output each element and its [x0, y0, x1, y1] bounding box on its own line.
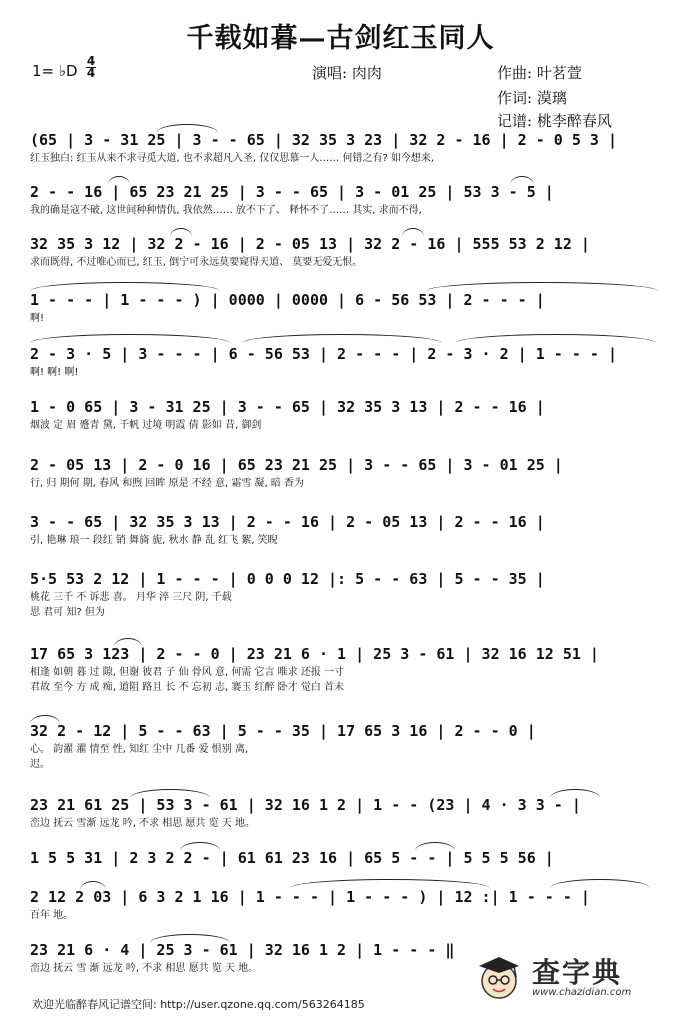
lyric-line-2: 思 君可 知? 但为 — [30, 607, 105, 618]
lyricist-credit: 作词: 漠璃 — [497, 89, 567, 107]
footer-credit: 欢迎光临醉春风记谱空间: http://user.qzone.qq.com/563264185 — [32, 998, 365, 1011]
time-numerator: 4 — [86, 54, 96, 68]
watermark-logo — [470, 947, 666, 1007]
notation-line: 17 65 3 123 | 2 - - 0 | 23 21 6 · 1 | 25 3 - 61 | 32 16 12 51 | — [30, 645, 599, 663]
lyric-line: 相逢 如朝 暮 过 隙, 但谢 彼君 子 仙 骨风 意, 何需 它言 唯求 还报 一寸 — [30, 667, 345, 678]
lyric-line: 行, 归 期何 期, 春风 和煦 回眸 原是 不经 意, 霜雪 凝, 暗 香为 — [30, 478, 305, 489]
song-title: 千载如暮—古剑红玉同人 — [186, 23, 495, 54]
notation-line: 32 35 3 12 | 32 2 - 16 | 2 - 05 13 | 32 2 - 16 | 555 53 2 12 | — [30, 235, 590, 253]
lyric-line: 峦边 抚云 雪渐 远龙 吟, 不求 相思 愿共 览 天 地。 — [30, 818, 255, 829]
notation-line: 1 5 5 31 | 2 3 2 2 - | 61 61 23 16 | 65 5 - - | 5 5 5 56 | — [30, 849, 554, 867]
lyric-line-2: 君故 至今 方 成 痴, 道阻 路且 长 不 忘初 志, 褰玉 红醉 卧才 觉白 首未 — [30, 682, 345, 693]
lyric-line: 求而既得, 不过唯心而已, 红玉, 倒宁可永远莫要窥得天道、 莫要无爱无恨。 — [30, 257, 363, 268]
time-denominator: 4 — [86, 66, 96, 80]
singer-credit: 演唱: 肉肉 — [312, 64, 382, 82]
lyric-line: 我的确是寇不破, 这世间种种情仇, 我依然…… 放不下了、 释怀不了…… 其实, 求而不得, — [30, 205, 422, 216]
notation-line: 2 - 05 13 | 2 - 0 16 | 65 23 21 25 | 3 - - 65 | 3 - 01 25 | — [30, 456, 563, 474]
lyric-line: 引, 艳琳 琅一 段红 销 舞旖 旎, 秋水 静 乱 红飞 絮, 笑睨 — [30, 535, 278, 546]
lyric-line: 百年 地。 — [30, 910, 74, 921]
composer-credit: 作曲: 叶茗萱 — [497, 64, 582, 82]
lyric-line: 峦边 抚云 雪 渐 远龙 吟, 不求 相思 愿共 览 天 地。 — [30, 963, 259, 974]
lyric-line: 桃花 三千 不 诉悲 喜。 月华 淬 三尺 阴, 千载 — [30, 592, 232, 603]
notation-line: 23 21 6 · 4 | 25 3 - 61 | 32 16 1 2 | 1 - - - ‖ — [30, 941, 455, 959]
notation-line: 2 12 2 03 | 6 3 2 1 16 | 1 - - - | 1 - - - ) | 12 :| 1 - - - | — [30, 888, 590, 906]
notation-line: 1 - 0 65 | 3 - 31 25 | 3 - - 65 | 32 35 3 13 | 2 - - 16 | — [30, 398, 545, 416]
lyric-line: 烟波 定 眉 蹙青 黛, 千帆 过境 明霞 倩 影如 昔, 御剑 — [30, 420, 262, 431]
notation-line: 3 - - 65 | 32 35 3 13 | 2 - - 16 | 2 - 05 13 | 2 - - 16 | — [30, 513, 545, 531]
watermark-url: www.chazidian.com — [532, 987, 632, 998]
notation-line: 2 - 3 · 5 | 3 - - - | 6 - 56 53 | 2 - - - | 2 - 3 · 2 | 1 - - - | — [30, 345, 617, 363]
notation-line: 1 - - - | 1 - - - ) | 0000 | 0000 | 6 - 56 53 | 2 - - - | — [30, 291, 545, 309]
lyric-line-2: 迟。 — [30, 759, 50, 770]
lyric-line: 啊! — [30, 313, 45, 324]
lyric-line: 啊! 啊! 啊! — [30, 367, 79, 378]
watermark-brand: 查字典 — [532, 956, 623, 989]
key-signature: 1= ♭D — [32, 62, 78, 80]
notation-line: 2 - - 16 | 65 23 21 25 | 3 - - 65 | 3 - 01 25 | 53 3 - 5 | — [30, 183, 554, 201]
transcriber-credit: 记谱: 桃李醉春风 — [497, 112, 612, 130]
time-signature — [86, 56, 96, 79]
mascot-icon — [474, 951, 524, 1001]
notation-line: 5·5 53 2 12 | 1 - - - | 0 0 0 12 |: 5 - - 63 | 5 - - 35 | — [30, 570, 545, 588]
lyric-line: 心。 韵濯 濯 情至 性, 知红 尘中 几番 爱 恨别 离, — [30, 744, 249, 755]
notation-line: 23 21 61 25 | 53 3 - 61 | 32 16 1 2 | 1 - - (23 | 4 · 3 3 - | — [30, 796, 581, 814]
lyric-line: 红玉独白: 红玉从来不求寻觅大道, 也不求超凡入圣, 仅仅思慕一人…… 何错之有? 如今想来, — [30, 153, 435, 164]
notation-line: (65 | 3 - 31 25 | 3 - - 65 | 32 35 3 23 | 32 2 - 16 | 2 - 0 5 3 | — [30, 131, 617, 149]
notation-line: 32 2 - 12 | 5 - - 63 | 5 - - 35 | 17 65 3 16 | 2 - - 0 | — [30, 722, 536, 740]
